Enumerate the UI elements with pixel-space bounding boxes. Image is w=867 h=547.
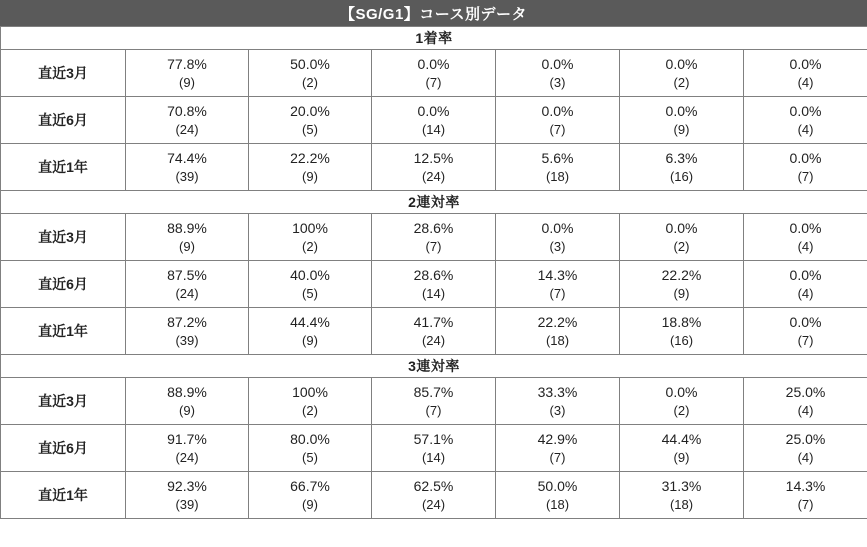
table-body xyxy=(1,27,867,519)
cell-percent: 0.0% xyxy=(789,219,822,236)
cell-percent: 14.3% xyxy=(785,477,826,494)
table-row xyxy=(1,425,867,472)
cell-percent: 0.0% xyxy=(541,55,574,72)
cell-percent: 85.7% xyxy=(413,383,454,400)
cell-percent: 22.2% xyxy=(661,266,702,283)
cell-percent: 0.0% xyxy=(665,383,698,400)
data-cell xyxy=(126,261,249,308)
row-label: 直近6月 xyxy=(1,425,126,472)
cell-count: (24) xyxy=(175,285,199,301)
cell-percent: 62.5% xyxy=(413,477,454,494)
cell-count: (5) xyxy=(302,121,318,137)
cell-count: (7) xyxy=(425,402,442,418)
cell-percent: 0.0% xyxy=(789,102,822,119)
cell-percent: 25.0% xyxy=(785,430,826,447)
table-row xyxy=(1,472,867,519)
data-cell xyxy=(620,472,744,519)
cell-percent: 0.0% xyxy=(789,266,822,283)
data-cell xyxy=(126,472,249,519)
table-row xyxy=(1,50,867,97)
cell-percent: 6.3% xyxy=(665,149,698,166)
cell-percent: 50.0% xyxy=(290,55,330,72)
data-cell xyxy=(372,214,496,261)
row-label: 直近6月 xyxy=(1,97,126,144)
cell-count: (24) xyxy=(421,332,446,348)
data-cell xyxy=(496,97,620,144)
cell-percent: 100% xyxy=(292,219,328,236)
cell-percent: 0.0% xyxy=(789,313,822,330)
table-row xyxy=(1,144,867,191)
cell-percent: 18.8% xyxy=(661,313,702,330)
data-cell xyxy=(620,97,744,144)
row-label: 直近3月 xyxy=(1,50,126,97)
cell-percent: 0.0% xyxy=(665,55,698,72)
cell-percent: 57.1% xyxy=(413,430,454,447)
cell-count: (7) xyxy=(425,238,442,254)
cell-count: (4) xyxy=(797,74,814,90)
cell-percent: 87.5% xyxy=(167,266,207,283)
data-cell xyxy=(496,50,620,97)
cell-count: (9) xyxy=(302,496,318,512)
cell-count: (2) xyxy=(302,238,318,254)
cell-count: (5) xyxy=(302,449,318,465)
data-cell xyxy=(744,308,867,355)
data-cell xyxy=(620,144,744,191)
section-title: 1着率 xyxy=(1,27,867,50)
cell-percent: 41.7% xyxy=(413,313,454,330)
cell-percent: 33.3% xyxy=(537,383,578,400)
cell-count: (7) xyxy=(797,332,814,348)
cell-count: (18) xyxy=(669,496,694,512)
row-label: 直近3月 xyxy=(1,214,126,261)
data-cell xyxy=(249,214,372,261)
data-cell xyxy=(249,308,372,355)
cell-percent: 25.0% xyxy=(785,383,826,400)
cell-percent: 0.0% xyxy=(541,219,574,236)
data-cell xyxy=(744,425,867,472)
table-row xyxy=(1,378,867,425)
cell-percent: 50.0% xyxy=(537,477,578,494)
cell-count: (9) xyxy=(179,74,195,90)
cell-count: (7) xyxy=(549,449,566,465)
cell-count: (24) xyxy=(421,496,446,512)
cell-percent: 42.9% xyxy=(537,430,578,447)
page-title: 【SG/G1】コース別データ xyxy=(0,0,867,26)
cell-count: (7) xyxy=(425,74,442,90)
cell-percent: 44.4% xyxy=(290,313,330,330)
cell-count: (18) xyxy=(545,496,570,512)
cell-percent: 87.2% xyxy=(167,313,207,330)
data-cell xyxy=(372,97,496,144)
data-cell xyxy=(372,308,496,355)
section-header-row xyxy=(1,27,867,50)
cell-count: (24) xyxy=(175,449,199,465)
cell-percent: 28.6% xyxy=(413,219,454,236)
cell-percent: 28.6% xyxy=(413,266,454,283)
cell-count: (3) xyxy=(549,74,566,90)
data-cell xyxy=(496,472,620,519)
cell-count: (7) xyxy=(797,496,814,512)
course-data-table xyxy=(0,26,867,519)
section-title: 2連対率 xyxy=(1,191,867,214)
data-cell xyxy=(496,425,620,472)
cell-percent: 0.0% xyxy=(789,55,822,72)
cell-percent: 92.3% xyxy=(167,477,207,494)
cell-percent: 0.0% xyxy=(417,55,450,72)
row-label: 直近1年 xyxy=(1,144,126,191)
cell-count: (16) xyxy=(669,168,694,184)
data-cell xyxy=(496,261,620,308)
cell-count: (16) xyxy=(669,332,694,348)
cell-percent: 88.9% xyxy=(167,219,207,236)
data-cell xyxy=(744,214,867,261)
data-cell xyxy=(372,472,496,519)
cell-count: (9) xyxy=(302,168,318,184)
cell-count: (4) xyxy=(797,285,814,301)
cell-count: (9) xyxy=(179,238,195,254)
cell-count: (39) xyxy=(175,332,199,348)
cell-percent: 70.8% xyxy=(167,102,207,119)
cell-count: (14) xyxy=(421,285,446,301)
cell-count: (3) xyxy=(549,238,566,254)
cell-percent: 0.0% xyxy=(789,149,822,166)
cell-count: (18) xyxy=(545,168,570,184)
table-row xyxy=(1,261,867,308)
cell-percent: 22.2% xyxy=(290,149,330,166)
cell-count: (4) xyxy=(797,238,814,254)
cell-count: (39) xyxy=(175,496,199,512)
data-cell xyxy=(249,472,372,519)
cell-percent: 91.7% xyxy=(167,430,207,447)
data-cell xyxy=(620,378,744,425)
cell-count: (39) xyxy=(175,168,199,184)
data-cell xyxy=(496,144,620,191)
data-cell xyxy=(126,308,249,355)
cell-percent: 40.0% xyxy=(290,266,330,283)
cell-percent: 20.0% xyxy=(290,102,330,119)
data-cell xyxy=(744,261,867,308)
table-row xyxy=(1,214,867,261)
data-cell xyxy=(620,50,744,97)
cell-percent: 0.0% xyxy=(417,102,450,119)
cell-count: (7) xyxy=(797,168,814,184)
cell-count: (2) xyxy=(673,238,690,254)
data-cell xyxy=(744,50,867,97)
data-cell xyxy=(249,97,372,144)
cell-count: (14) xyxy=(421,121,446,137)
cell-count: (9) xyxy=(673,449,690,465)
row-label: 直近1年 xyxy=(1,472,126,519)
data-cell xyxy=(620,261,744,308)
data-cell xyxy=(744,378,867,425)
data-cell xyxy=(620,214,744,261)
data-cell xyxy=(496,378,620,425)
section-title: 3連対率 xyxy=(1,355,867,378)
cell-percent: 88.9% xyxy=(167,383,207,400)
cell-count: (9) xyxy=(179,402,195,418)
cell-count: (3) xyxy=(549,402,566,418)
cell-count: (7) xyxy=(549,285,566,301)
data-cell xyxy=(372,425,496,472)
cell-count: (2) xyxy=(302,74,318,90)
data-cell xyxy=(126,214,249,261)
data-cell xyxy=(372,144,496,191)
section-header-row xyxy=(1,191,867,214)
data-cell xyxy=(744,144,867,191)
cell-count: (9) xyxy=(673,121,690,137)
data-cell xyxy=(372,50,496,97)
cell-percent: 66.7% xyxy=(290,477,330,494)
data-cell xyxy=(249,261,372,308)
section-header-row xyxy=(1,355,867,378)
row-label: 直近1年 xyxy=(1,308,126,355)
data-cell xyxy=(249,144,372,191)
cell-percent: 0.0% xyxy=(665,219,698,236)
data-cell xyxy=(744,97,867,144)
data-cell xyxy=(744,472,867,519)
cell-percent: 77.8% xyxy=(167,55,207,72)
data-cell xyxy=(126,144,249,191)
cell-count: (2) xyxy=(673,402,690,418)
cell-percent: 12.5% xyxy=(413,149,454,166)
cell-percent: 5.6% xyxy=(541,149,574,166)
cell-count: (24) xyxy=(421,168,446,184)
cell-count: (14) xyxy=(421,449,446,465)
table-row xyxy=(1,308,867,355)
cell-count: (2) xyxy=(302,402,318,418)
cell-count: (24) xyxy=(175,121,199,137)
cell-count: (4) xyxy=(797,449,814,465)
data-cell xyxy=(372,261,496,308)
data-cell xyxy=(620,308,744,355)
row-label: 直近3月 xyxy=(1,378,126,425)
cell-count: (7) xyxy=(549,121,566,137)
data-cell xyxy=(126,50,249,97)
cell-count: (4) xyxy=(797,121,814,137)
cell-count: (9) xyxy=(302,332,318,348)
cell-percent: 22.2% xyxy=(537,313,578,330)
row-label: 直近6月 xyxy=(1,261,126,308)
data-cell xyxy=(126,97,249,144)
data-cell xyxy=(372,378,496,425)
cell-percent: 0.0% xyxy=(665,102,698,119)
cell-count: (9) xyxy=(673,285,690,301)
data-cell xyxy=(249,50,372,97)
cell-count: (18) xyxy=(545,332,570,348)
data-cell xyxy=(249,425,372,472)
cell-percent: 80.0% xyxy=(290,430,330,447)
data-cell xyxy=(126,378,249,425)
data-cell xyxy=(249,378,372,425)
cell-count: (2) xyxy=(673,74,690,90)
cell-percent: 0.0% xyxy=(541,102,574,119)
cell-percent: 14.3% xyxy=(537,266,578,283)
cell-percent: 31.3% xyxy=(661,477,702,494)
data-cell xyxy=(126,425,249,472)
table-row xyxy=(1,97,867,144)
cell-percent: 100% xyxy=(292,383,328,400)
cell-count: (5) xyxy=(302,285,318,301)
data-cell xyxy=(496,308,620,355)
cell-count: (4) xyxy=(797,402,814,418)
data-cell xyxy=(620,425,744,472)
cell-percent: 74.4% xyxy=(167,149,207,166)
cell-percent: 44.4% xyxy=(661,430,702,447)
data-cell xyxy=(496,214,620,261)
